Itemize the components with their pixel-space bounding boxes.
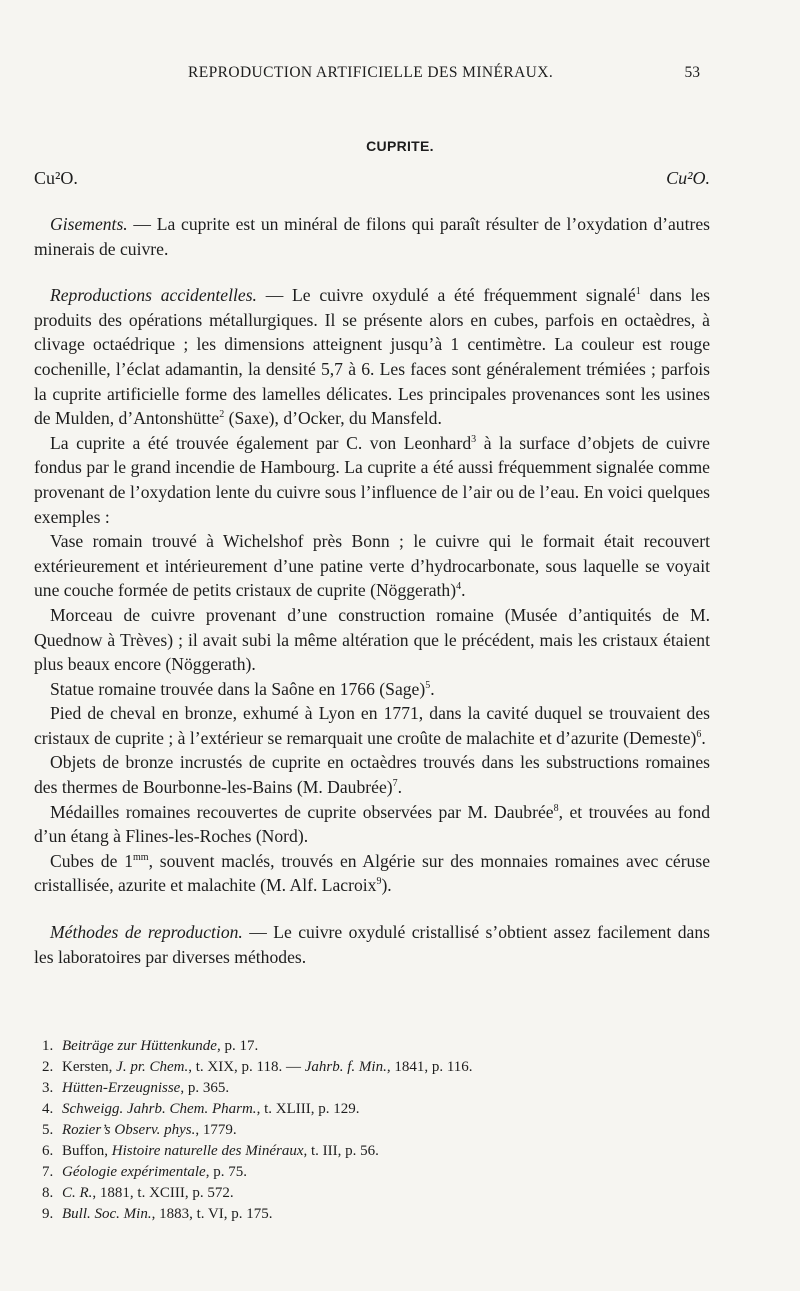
footnote-ref[interactable]: 7 — [392, 778, 398, 790]
text-run: Médailles romaines recouvertes de cuprite observées par M. Daubrée — [50, 801, 554, 822]
footnote — [34, 1162, 714, 1183]
paragraph-leonhard — [34, 431, 710, 529]
footnote-title: Géologie expérimentale — [62, 1164, 206, 1180]
footnote-text: , p. 75. — [205, 1164, 247, 1180]
footnote-title: Beiträge zur Hüttenkunde — [62, 1038, 217, 1054]
text-run: . — [397, 777, 403, 798]
footnote-ref[interactable]: 2 — [219, 409, 225, 421]
paragraph-cubes — [34, 849, 710, 898]
text-run: . — [461, 580, 466, 601]
footnote-number: 1. — [42, 1038, 54, 1054]
text-run: Morceau de cuivre provenant d’une construction romaine (Musée d’antiquités de M. Quednow à Trèves) ; il avait subi la même altération que le précédent, mais les cristaux étaient plus beaux encore (Nöggerath). — [34, 604, 710, 675]
footnote — [34, 1099, 714, 1120]
footnote-text: , p. 17. — [216, 1038, 259, 1054]
footnote-number: 3. — [42, 1080, 54, 1096]
text-run: à la surface d’objets de cuivre fondus par le grand incendie de Hambourg. La cuprite a été aussi fréquemment signalée comme provenant de l’oxydation lente du cuivre sous l’influence de l’air ou de l’eau. En voici quelques exemples : — [34, 432, 710, 527]
footnote-title: C. R. — [62, 1185, 93, 1201]
footnote-title: Jahrb. f. Min. — [304, 1059, 387, 1075]
paragraph-reproductions — [34, 283, 710, 431]
footnote-text: , 1779. — [195, 1122, 237, 1138]
text-run: Vase romain trouvé à Wichelshof près Bonn ; le cuivre qui le formait était recouvert extérieurement et intérieurement d’une patine verte d’hydrocarbonate, sous laquelle se voyait une couche formée de petits cristaux de cuprite (Nöggerath) — [34, 531, 710, 601]
paragraph-lead: Gisements. — [50, 214, 128, 234]
footnote-text: Kersten, — [62, 1059, 117, 1075]
paragraph-methodes — [34, 920, 710, 969]
footnote-ref[interactable]: 6 — [696, 729, 702, 741]
text-run: dans les produits des opérations métallurgiques. Il se présente alors en cubes, parfois en octaèdres, à clivage octaédrique ; les dimensions atteignent jusqu’à 1 centimètre. La couleur est rouge cochenille, l’éclat adamantin, la densité 5,7 à 6. Les faces sont généralement trémiées ; parfois la cuprite artificielle forme des lamelles délicates. Les principales provenances sont les usines de Mulden, d’Antonshütte — [34, 285, 710, 429]
text-run: ). — [381, 875, 392, 896]
footnote-ref[interactable]: 1 — [635, 286, 641, 298]
footnote-number: 9. — [42, 1206, 54, 1222]
text-run: (Saxe), d’Ocker, du Mansfeld. — [224, 408, 442, 429]
footnote-text: , 1881, t. XCIII, p. 572. — [92, 1185, 234, 1201]
paragraph-pied — [34, 701, 710, 750]
footnote-number: 5. — [42, 1122, 54, 1138]
section-title: CUPRITE. — [366, 138, 434, 154]
paragraph-statue — [34, 677, 710, 702]
footnote-text: , p. 365. — [180, 1080, 230, 1096]
footnote-title: Hütten-Erzeugnisse — [62, 1080, 181, 1096]
footnote — [34, 1141, 714, 1162]
footnote-text: , 1841, p. 116. — [386, 1059, 473, 1075]
footnote — [34, 1183, 714, 1204]
footnote-number: 6. — [42, 1143, 54, 1159]
text-run: Cubes de 1 — [50, 850, 133, 871]
text-run: , et trouvées au fond d’un étang à Flines-les-Roches (Nord). — [34, 801, 710, 847]
paragraph-lead: Méthodes de reproduction. — [50, 922, 243, 943]
paragraph-objets — [34, 750, 710, 799]
text-run: . — [430, 678, 435, 699]
footnote-ref[interactable]: 5 — [425, 679, 431, 691]
text-run: — Le cuivre oxydulé cristallisé s’obtient assez facilement dans les laboratoires par diverses méthodes. — [34, 922, 710, 967]
footnote-text: , t. XLIII, p. 129. — [256, 1101, 360, 1117]
footnotes — [34, 1036, 714, 1225]
footnote-text: , t. XIX, p. 118. — — [188, 1059, 305, 1075]
footnote — [34, 1120, 714, 1141]
text-run: La cuprite a été trouvée également par C. von Leonhard — [50, 432, 472, 453]
footnote-text: , 1883, t. VI, p. 175. — [151, 1206, 273, 1222]
page-number: 53 — [684, 64, 700, 81]
footnote-title: Rozier’s Observ. phys. — [62, 1122, 196, 1138]
footnote-title: Histoire naturelle des Minéraux — [111, 1143, 304, 1159]
footnote-title: Schweigg. Jahrb. Chem. Pharm. — [62, 1101, 257, 1117]
footnote-number: 2. — [42, 1059, 54, 1075]
paragraph-medailles — [34, 800, 710, 849]
formula-left: Cu²O. — [34, 168, 78, 188]
text-run: . — [701, 727, 706, 748]
text-run: Objets de bronze incrustés de cuprite en octaèdres trouvés dans les substructions romaines des thermes de Bourbonne-les-Bains (M. Daubrée) — [34, 752, 710, 798]
footnote-ref[interactable]: 8 — [553, 802, 559, 814]
formula-right: Cu²O. — [666, 168, 710, 188]
footnote-title: J. pr. Chem. — [116, 1059, 189, 1075]
paragraph-text: — La cuprite est un minéral de filons qui paraît résulter de l’oxydation d’autres minerais de cuivre. — [34, 214, 710, 259]
footnote-ref[interactable]: 3 — [471, 433, 477, 445]
unit-superscript: mm — [133, 851, 149, 863]
footnote-title: Bull. Soc. Min. — [62, 1206, 152, 1222]
footnote-number: 8. — [42, 1185, 54, 1201]
footnote-text: Buffon, — [62, 1143, 112, 1159]
footnote-number: 7. — [42, 1164, 54, 1180]
body-text — [34, 212, 710, 969]
paragraph-gisements — [34, 212, 710, 261]
footnote — [34, 1057, 714, 1078]
paragraph-lead: Reproductions accidentelles. — [50, 285, 257, 306]
paragraph-vase — [34, 529, 710, 603]
footnote-ref[interactable]: 4 — [456, 581, 462, 593]
text-run: — Le cuivre oxydulé a été fréquemment signalé — [256, 285, 636, 306]
page-header — [0, 64, 800, 86]
text-run: Pied de cheval en bronze, exhumé à Lyon en 1771, dans la cavité duquel se trouvaient des cristaux de cuprite ; à l’extérieur se remarquait une croûte de malachite et d’azurite (Demeste) — [34, 703, 710, 748]
running-head: REPRODUCTION ARTIFICIELLE DES MINÉRAUX. — [188, 64, 554, 81]
paragraph-morceau — [34, 603, 710, 677]
text-run: , souvent maclés, trouvés en Algérie sur des monnaies romaines avec céruse cristallisée, azurite et malachite (M. Alf. Lacroix — [34, 850, 710, 896]
text-run: Statue romaine trouvée dans la Saône en 1766 (Sage) — [50, 678, 426, 699]
footnote-ref[interactable]: 9 — [376, 876, 382, 888]
footnote — [34, 1078, 714, 1099]
footnote — [34, 1036, 714, 1057]
footnote-number: 4. — [42, 1101, 54, 1117]
footnote — [34, 1204, 714, 1225]
footnote-text: , t. III, p. 56. — [303, 1143, 379, 1159]
